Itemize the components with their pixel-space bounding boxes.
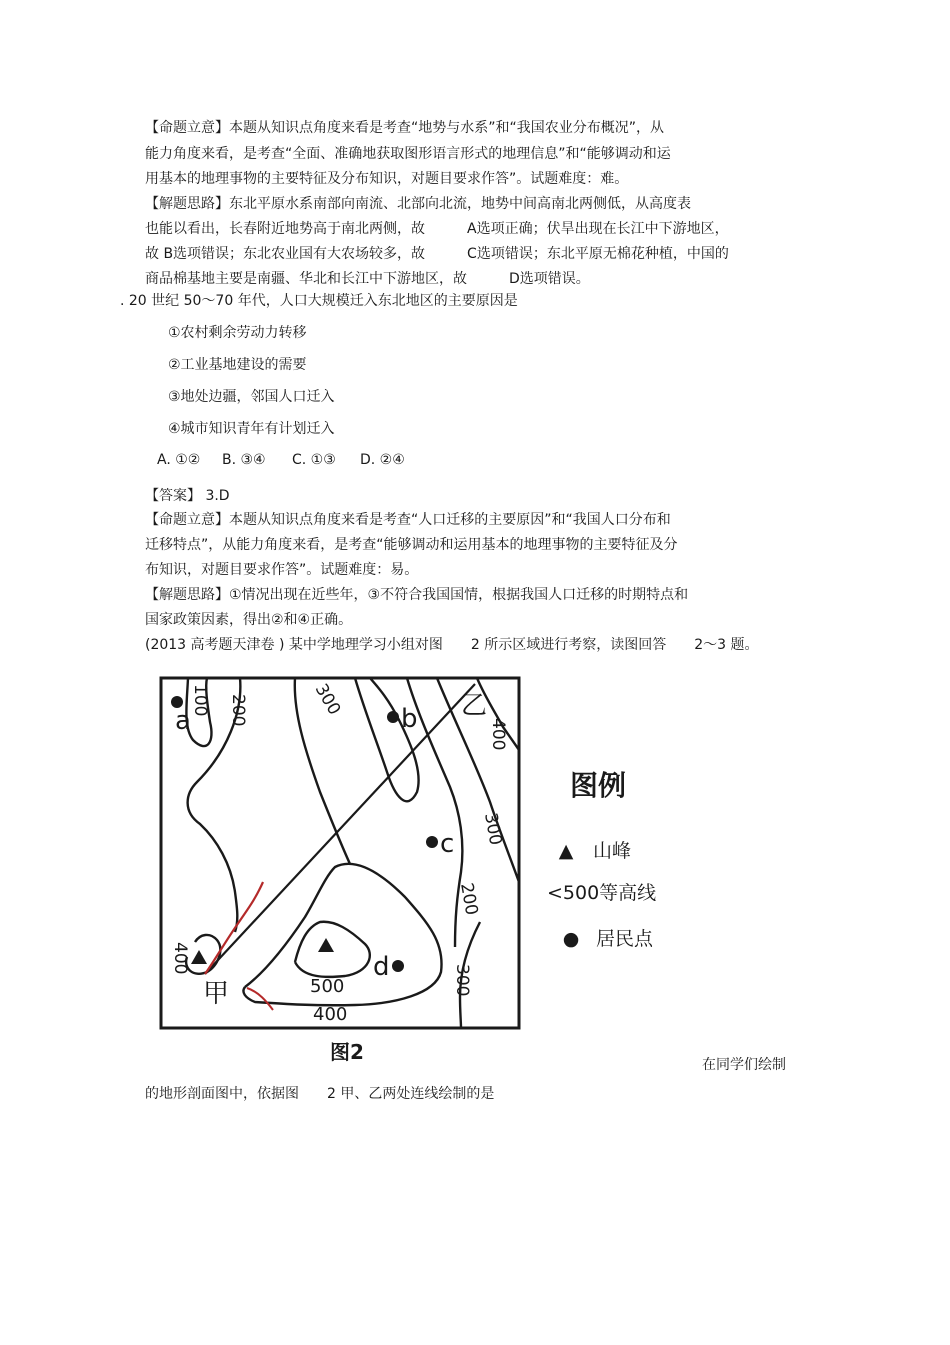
contour-label-300-e: 300 — [480, 811, 506, 847]
settlement-label-b: b — [401, 704, 418, 734]
choice-a: A. ①② — [157, 452, 201, 468]
question-item-1: ①农村剩余劳动力转移 — [168, 325, 307, 341]
intro-line: (2013 高考题天津卷 ) 某中学地理学习小组对图 2 所示区域进行考察，读图回答 2～3 题。 — [145, 637, 759, 653]
question2-part1: 在同学们绘制 — [702, 1057, 786, 1073]
settlement-label-a: a — [175, 706, 191, 736]
q3-reasoning-line-1: 【解题思路】①情况出现在近些年，③不符合我国国情，根据我国人口迁移的时期特点和 — [145, 587, 689, 603]
choice-b: B. ③④ — [222, 452, 266, 468]
choice-d: D. ②④ — [360, 452, 405, 468]
settlement-label-c: c — [440, 829, 455, 859]
reasoning-line-4: 商品棉基地主要是南疆、华北和长江中下游地区，故 D选项错误。 — [145, 271, 590, 287]
contour-400-west — [186, 935, 220, 974]
legend-peak-label: 山峰 — [593, 840, 632, 862]
choice-c: C. ①③ — [292, 452, 336, 468]
triangle-icon: ▲ — [558, 840, 574, 862]
legend-contour-label: 500等高线 — [562, 882, 657, 904]
contour-300-loop — [355, 678, 419, 801]
point-label-jia: 甲 — [203, 979, 230, 1009]
triangle-icon — [318, 938, 334, 952]
dot-icon: ● — [562, 928, 580, 950]
contour-label-300-n: 300 — [310, 680, 345, 719]
contour-label-400-s: 400 — [313, 1004, 348, 1025]
question2-part2: 的地形剖面图中，依据图 2 甲、乙两处连线绘制的是 — [145, 1086, 495, 1102]
legend-title: 图例 — [570, 769, 627, 802]
q3-intent-line-2: 迁移特点”，从能力角度来看，是考查“能够调动和运用基本的地理事物的主要特征及分 — [145, 537, 678, 553]
reasoning-line-3: 故 B选项错误；东北农业国有大农场较多，故 C选项错误；东北平原无棉花种植，中国的 — [145, 246, 729, 262]
intent-line-2: 能力角度来看，是考查“全面、准确地获取图形语言形式的地理信息”和“能够调动和运 — [145, 146, 671, 162]
legend-peak — [555, 836, 631, 863]
profile-line — [205, 684, 475, 974]
reasoning-line-2: 也能以看出，长春附近地势高于南北两侧，故 A选项正确；伏旱出现在长江中下游地区， — [145, 221, 729, 237]
q3-intent-line-3: 布知识，对题目要求作答”。试题难度：易。 — [145, 562, 419, 578]
q3-intent-line-1: 【命题立意】本题从知识点角度来看是考查“人口迁移的主要原因”和“我国人口分布和 — [145, 512, 671, 528]
contour-label-200: 200 — [228, 694, 248, 727]
contour-mark-icon: < — [547, 882, 563, 904]
dot-icon — [387, 711, 399, 723]
answer-line: 【答案】 3.D — [145, 488, 230, 504]
point-label-yi: 乙 — [461, 691, 488, 721]
dot-icon — [392, 960, 404, 972]
q3-reasoning-line-2: 国家政策因素，得出②和④正确。 — [145, 612, 353, 628]
question-stem: . 20 世纪 50～70 年代，人口大规模迁入东北地区的主要原因是 — [120, 293, 518, 309]
contour-label-400-ne: 400 — [488, 718, 508, 751]
triangle-icon — [191, 950, 207, 964]
intent-line-3: 用基本的地理事物的主要特征及分布知识，对题目要求作答”。试题难度：难。 — [145, 171, 629, 187]
contour-label-400-w: 400 — [170, 942, 190, 975]
intent-line-1: 【命题立意】本题从知识点角度来看是考查“地势与水系”和“我国农业分布概况”，从 — [145, 120, 665, 136]
question-item-2: ②工业基地建设的需要 — [168, 357, 307, 373]
legend-settlement-label: 居民点 — [596, 928, 654, 950]
contour-label-300-se: 300 — [452, 964, 472, 997]
contour-label-500: 500 — [310, 976, 345, 997]
reasoning-line-1: 【解题思路】东北平原水系南部向南流、北部向北流，地势中间高南北两侧低，从高度表 — [145, 196, 691, 212]
legend-settlement — [560, 924, 653, 951]
contour-label-200-e: 200 — [456, 881, 482, 917]
contour-label-100: 100 — [190, 684, 210, 717]
legend-contour — [547, 878, 656, 905]
question-item-4: ④城市知识青年有计划迁入 — [168, 421, 335, 437]
figure-caption: 图2 — [330, 1040, 364, 1064]
settlement-label-d: d — [373, 952, 390, 982]
question-item-3: ③地处边疆，邻国人口迁入 — [168, 389, 335, 405]
dot-icon — [426, 836, 438, 848]
profile-red-segment — [205, 882, 263, 974]
